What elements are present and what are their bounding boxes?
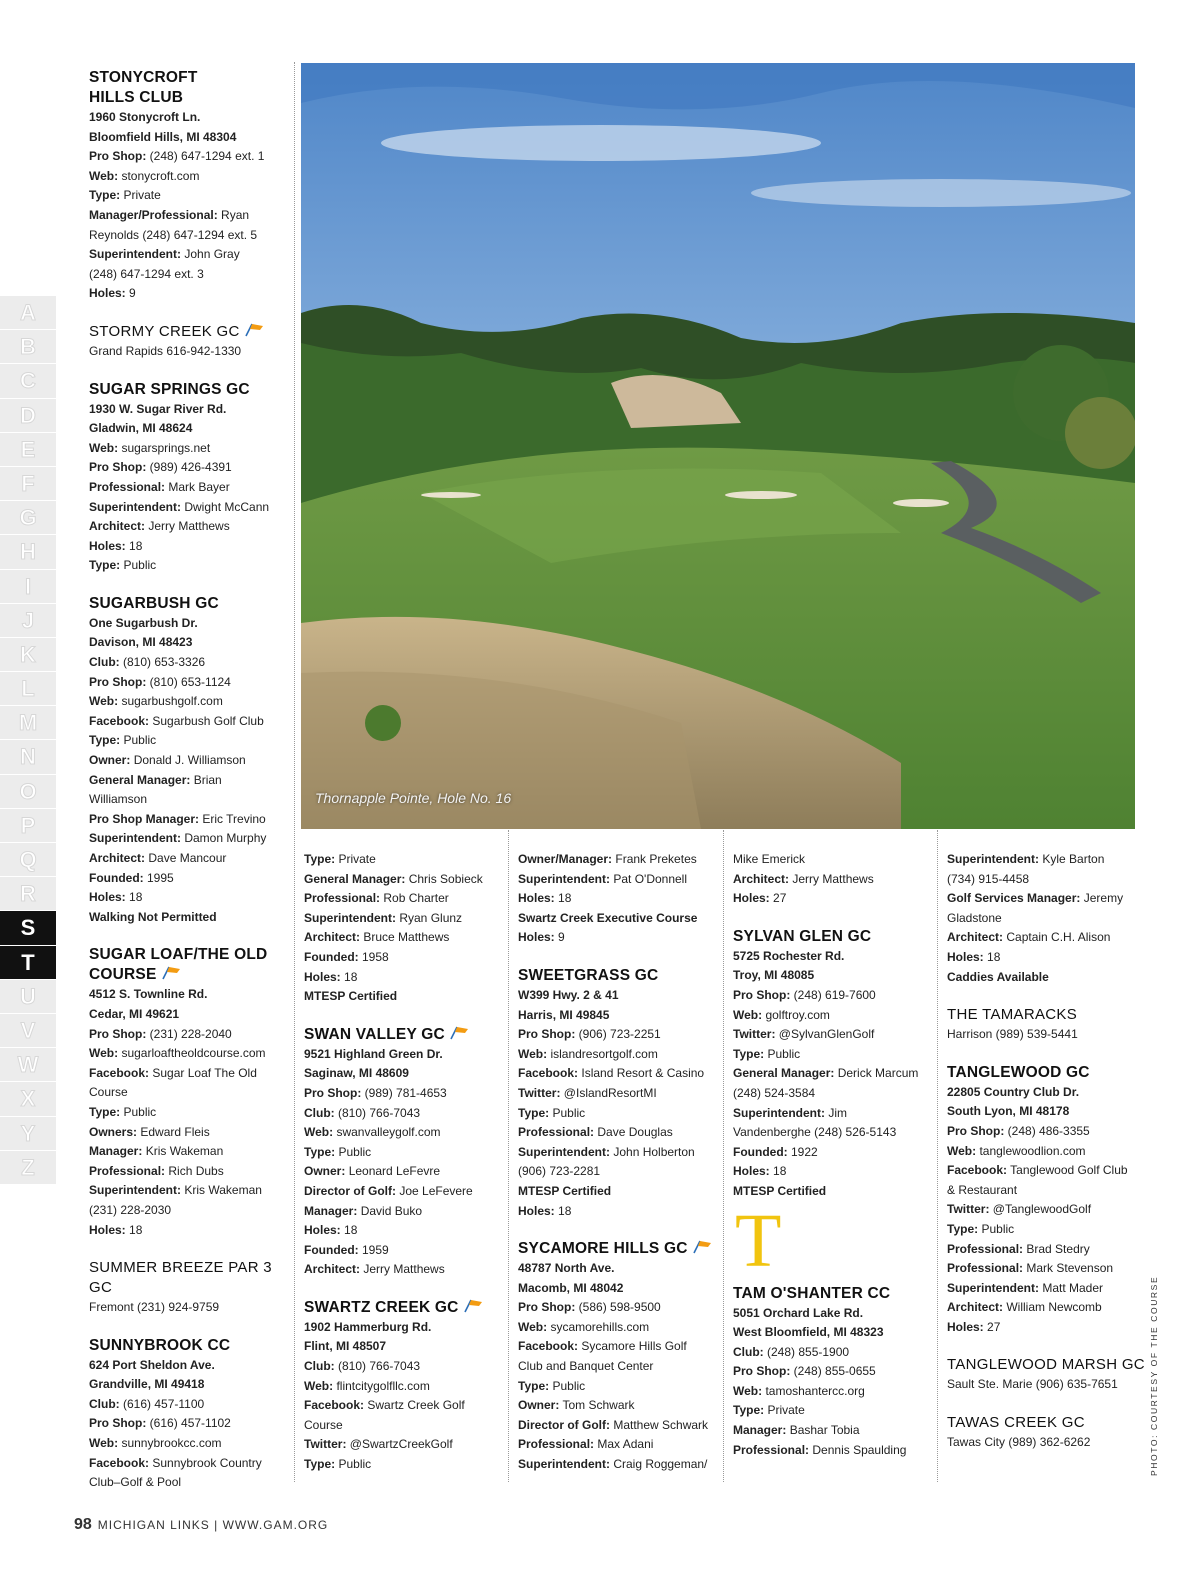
detail-line: Williamson xyxy=(89,792,148,807)
detail-line: Type: Public xyxy=(304,1457,372,1472)
detail-line: Architect: Jerry Matthews xyxy=(733,871,874,886)
address-line: South Lyon, MI 48178 xyxy=(947,1104,1070,1119)
index-letter-w xyxy=(0,1048,56,1082)
address-line: 1930 W. Sugar River Rd. xyxy=(89,401,227,416)
detail-line: Club: (616) 457-1100 xyxy=(89,1396,205,1411)
index-letter-c xyxy=(0,364,56,398)
detail-line: Superintendent: Kris Wakeman xyxy=(89,1183,262,1198)
detail-line: Holes: 18 xyxy=(733,1164,787,1179)
detail-line: Holes: 9 xyxy=(518,930,565,945)
index-letter-o xyxy=(0,775,56,809)
detail-line: Architect: Bruce Matthews xyxy=(304,930,450,945)
detail-line: Caddies Available xyxy=(947,969,1049,984)
divider-3 xyxy=(723,830,724,1482)
photo-credit: PHOTO: COURTESY OF THE COURSE xyxy=(1149,1275,1159,1476)
index-letter-label: L xyxy=(21,676,35,702)
index-letter-label: P xyxy=(20,812,36,838)
detail-line: Owner: Donald J. Williamson xyxy=(89,753,246,768)
index-letter-z xyxy=(0,1151,56,1185)
detail-line: General Manager: Chris Sobieck xyxy=(304,871,483,886)
index-letter-label: I xyxy=(24,573,32,599)
detail-line: (248) 524-3584 xyxy=(733,1085,816,1100)
detail-line: Holes: 27 xyxy=(733,891,787,906)
detail-line: Superintendent: Pat O'Donnell xyxy=(518,871,688,886)
index-letter-d xyxy=(0,399,56,433)
detail-line: Twitter: @SwartzCreekGolf xyxy=(304,1437,453,1452)
address-line: 4512 S. Townline Rd. xyxy=(89,987,208,1002)
page-footer xyxy=(74,1516,328,1534)
detail-line: Gladstone xyxy=(947,910,1002,925)
detail-line: Web: islandresortgolf.com xyxy=(518,1046,658,1061)
detail-line: Manager/Professional: Ryan xyxy=(89,207,250,222)
detail-line: Owner/Manager: Frank Preketes xyxy=(518,852,697,866)
course-name: TAM O'SHANTER CC xyxy=(733,1284,891,1302)
detail-line: Type: Public xyxy=(304,1144,372,1159)
index-letter-label: T xyxy=(21,949,35,975)
detail-line: Type: Public xyxy=(89,1104,157,1119)
detail-line: Founded: 1995 xyxy=(89,870,174,885)
detail-line: Professional: Max Adani xyxy=(518,1437,654,1452)
index-letter-q xyxy=(0,843,56,877)
index-letter-h xyxy=(0,535,56,569)
address-line: 5051 Orchard Lake Rd. xyxy=(733,1305,864,1320)
detail-line: MTESP Certified xyxy=(304,989,398,1004)
detail-line: Architect: Jerry Matthews xyxy=(89,519,230,534)
detail-line: Holes: 18 xyxy=(89,538,143,553)
detail-line: Twitter: @TanglewoodGolf xyxy=(947,1202,1092,1217)
detail-line: Owner: Leonard LeFevre xyxy=(304,1164,441,1179)
detail-line: Club: (810) 766-7043 xyxy=(304,1105,421,1120)
address-line: Harris, MI 49845 xyxy=(518,1007,610,1022)
detail-line: Superintendent: John Holberton xyxy=(518,1144,695,1159)
detail-line: Professional: Rich Dubs xyxy=(89,1163,224,1178)
detail-line: Web: swanvalleygolf.com xyxy=(304,1125,441,1140)
detail-line: Professional: Mark Stevenson xyxy=(947,1261,1114,1276)
detail-line: Web: tanglewoodlion.com xyxy=(947,1143,1086,1158)
detail-line: Professional: Brad Stedry xyxy=(947,1241,1090,1256)
course-name: THE TAMARACKS xyxy=(947,1006,1078,1024)
index-letter-k xyxy=(0,638,56,672)
address-line: Flint, MI 48507 xyxy=(304,1339,387,1354)
detail-line: Facebook: Swartz Creek Golf xyxy=(304,1398,465,1413)
index-letter-g xyxy=(0,501,56,535)
detail-line: Superintendent: Damon Murphy xyxy=(89,831,267,846)
index-letter-x xyxy=(0,1082,56,1116)
address-line: Troy, MI 48085 xyxy=(733,968,815,983)
footer-text: MICHIGAN LINKS | WWW.GAM.ORG xyxy=(97,1518,329,1532)
detail-line: Pro Shop: (989) 426-4391 xyxy=(89,460,232,475)
detail-line: Web: sycamorehills.com xyxy=(518,1319,650,1334)
column-1 xyxy=(89,68,285,1493)
detail-line: Founded: 1959 xyxy=(304,1242,389,1257)
index-letter-label: O xyxy=(19,778,37,804)
flag-icon xyxy=(692,1240,712,1254)
index-letter-label: H xyxy=(20,539,36,565)
detail-line: Harrison (989) 539-5441 xyxy=(947,1027,1078,1042)
detail-line: General Manager: Derick Marcum xyxy=(733,1066,919,1081)
detail-line: Holes: 18 xyxy=(518,891,572,906)
index-letter-t xyxy=(0,946,56,980)
detail-line: Architect: Captain C.H. Alison xyxy=(947,930,1111,945)
detail-line: Type: Public xyxy=(89,733,157,748)
address-line: West Bloomfield, MI 48323 xyxy=(733,1325,884,1340)
detail-line: Pro Shop: (586) 598-9500 xyxy=(518,1300,661,1315)
index-letter-l xyxy=(0,672,56,706)
index-letter-label: Z xyxy=(21,1154,35,1180)
golf-course-image xyxy=(301,63,1135,829)
column-3 xyxy=(518,850,714,1475)
address-line: 1902 Hammerburg Rd. xyxy=(304,1319,432,1334)
photo-caption: Thornapple Pointe, Hole No. 16 xyxy=(315,790,512,806)
course-name: STORMY CREEK GC xyxy=(89,322,285,342)
detail-line: Golf Services Manager: Jeremy xyxy=(947,891,1124,906)
detail-line: Pro Shop Manager: Eric Trevino xyxy=(89,811,266,826)
index-letter-y xyxy=(0,1117,56,1151)
course-name: SUGAR SPRINGS GC xyxy=(89,380,250,398)
detail-line: Web: tamoshantercc.org xyxy=(733,1383,865,1398)
detail-line: Pro Shop: (248) 855-0655 xyxy=(733,1364,876,1379)
address-line: One Sugarbush Dr. xyxy=(89,615,198,630)
address-line: W399 Hwy. 2 & 41 xyxy=(518,987,619,1002)
detail-line: Grand Rapids 616-942-1330 xyxy=(89,343,242,358)
detail-line: Club: (810) 766-7043 xyxy=(304,1359,421,1374)
detail-line: Course xyxy=(304,1417,343,1432)
detail-line: Vandenberghe (248) 526-5143 xyxy=(733,1125,897,1140)
alphabet-index xyxy=(0,296,56,1185)
detail-line: Pro Shop: (231) 228-2040 xyxy=(89,1026,232,1041)
index-letter-label: G xyxy=(19,505,37,531)
detail-line: Facebook: Sycamore Hills Golf xyxy=(518,1339,687,1354)
flag-icon xyxy=(161,966,181,980)
flag-icon xyxy=(244,323,264,337)
page-number: 98 xyxy=(74,1516,92,1533)
detail-line: Mike Emerick xyxy=(733,852,806,866)
detail-line: Web: stonycroft.com xyxy=(89,168,200,183)
course-name: SUGAR LOAF/THE OLD COURSE xyxy=(89,946,268,984)
course-name: SUGARBUSH GC xyxy=(89,594,219,612)
index-letter-label: M xyxy=(18,710,38,736)
detail-line: Professional: Dave Douglas xyxy=(518,1125,673,1140)
course-name: TANGLEWOOD MARSH GC xyxy=(947,1356,1145,1374)
detail-line: Swartz Creek Executive Course xyxy=(518,910,698,925)
index-letter-label: J xyxy=(21,607,35,633)
detail-line: Type: Private xyxy=(733,1403,805,1418)
detail-line: Superintendent: Kyle Barton xyxy=(947,852,1105,866)
index-letter-j xyxy=(0,604,56,638)
column-4 xyxy=(733,850,929,1460)
detail-line: (734) 915-4458 xyxy=(947,871,1030,886)
detail-line: Facebook: Tanglewood Golf Club xyxy=(947,1163,1128,1178)
index-letter-label: U xyxy=(20,983,36,1009)
detail-line: Superintendent: John Gray xyxy=(89,247,240,262)
detail-line: MTESP Certified xyxy=(733,1183,827,1198)
detail-line: Holes: 18 xyxy=(304,1223,358,1238)
index-letter-label: R xyxy=(20,881,36,907)
detail-line: Pro Shop: (810) 653-1124 xyxy=(89,674,231,689)
detail-line: Founded: 1958 xyxy=(304,949,389,964)
divider-1 xyxy=(294,62,295,1482)
address-line: 624 Port Sheldon Ave. xyxy=(89,1357,215,1372)
detail-line: Type: Public xyxy=(947,1221,1015,1236)
index-letter-label: E xyxy=(20,436,36,462)
course-name: SYCAMORE HILLS GC xyxy=(518,1239,714,1259)
index-letter-label: B xyxy=(20,334,36,360)
detail-line: Reynolds (248) 647-1294 ext. 5 xyxy=(89,227,258,242)
course-name: TAWAS CREEK GC xyxy=(947,1414,1085,1432)
detail-line: Web: sugarsprings.net xyxy=(89,440,211,455)
detail-line: Type: Public xyxy=(518,1378,586,1393)
address-line: Davison, MI 48423 xyxy=(89,635,193,650)
detail-line: & Restaurant xyxy=(947,1182,1018,1197)
column-5 xyxy=(947,850,1147,1453)
course-name: STONYCROFT HILLS CLUB xyxy=(89,69,198,106)
index-letter-s xyxy=(0,911,56,945)
index-letter-label: D xyxy=(20,402,36,428)
address-line: 5725 Rochester Rd. xyxy=(733,948,845,963)
index-letter-label: W xyxy=(17,1052,39,1078)
index-letter-label: C xyxy=(20,368,36,394)
detail-line: Club–Golf & Pool xyxy=(89,1475,182,1490)
course-name: SWARTZ CREEK GC xyxy=(304,1298,500,1318)
course-name: SUNNYBROOK CC xyxy=(89,1336,231,1354)
detail-line: Pro Shop: (248) 647-1294 ext. 1 xyxy=(89,149,265,164)
detail-line: Type: Public xyxy=(518,1105,586,1120)
index-letter-label: Q xyxy=(19,847,37,872)
address-line: 22805 Country Club Dr. xyxy=(947,1084,1080,1099)
detail-line: Course xyxy=(89,1085,128,1100)
index-letter-label: A xyxy=(20,300,36,325)
detail-line: Twitter: @IslandResortMI xyxy=(518,1085,657,1100)
detail-line: General Manager: Brian xyxy=(89,772,222,787)
detail-line: Type: Private xyxy=(304,852,376,866)
detail-line: Sault Ste. Marie (906) 635-7651 xyxy=(947,1377,1118,1392)
detail-line: Club: (810) 653-3326 xyxy=(89,655,206,670)
detail-line: Walking Not Permitted xyxy=(89,909,217,924)
flag-icon xyxy=(449,1026,469,1040)
detail-line: Fremont (231) 924-9759 xyxy=(89,1300,220,1315)
detail-line: Superintendent: Dwight McCann xyxy=(89,499,270,514)
address-line: Gladwin, MI 48624 xyxy=(89,421,193,436)
detail-line: Web: golftroy.com xyxy=(733,1007,830,1022)
detail-line: Facebook: Sugarbush Golf Club xyxy=(89,713,264,728)
index-letter-label: V xyxy=(20,1017,36,1043)
detail-line: Pro Shop: (989) 781-4653 xyxy=(304,1085,447,1100)
detail-line: Superintendent: Ryan Glunz xyxy=(304,910,463,925)
detail-line: (231) 228-2030 xyxy=(89,1202,172,1217)
index-letter-label: K xyxy=(20,641,36,667)
course-name: SUMMER BREEZE PAR 3 GC xyxy=(89,1259,272,1297)
index-letter-m xyxy=(0,706,56,740)
detail-line: Web: flintcitygolfllc.com xyxy=(304,1378,430,1393)
detail-line: Architect: Dave Mancour xyxy=(89,851,227,865)
section-letter: T xyxy=(735,1198,782,1283)
detail-line: Tawas City (989) 362-6262 xyxy=(947,1435,1091,1450)
index-letter-label: F xyxy=(21,470,35,496)
detail-line: Holes: 27 xyxy=(947,1319,1001,1334)
detail-line: Web: sunnybrookcc.com xyxy=(89,1436,222,1451)
detail-line: Manager: Bashar Tobia xyxy=(733,1423,860,1438)
index-letter-e xyxy=(0,433,56,467)
detail-line: Pro Shop: (616) 457-1102 xyxy=(89,1416,231,1431)
detail-line: Superintendent: Craig Roggeman/ xyxy=(518,1457,708,1472)
detail-line: Architect: William Newcomb xyxy=(947,1300,1102,1315)
detail-line: Founded: 1922 xyxy=(733,1144,818,1159)
address-line: Cedar, MI 49621 xyxy=(89,1006,180,1021)
flag-icon xyxy=(463,1299,483,1313)
detail-line: Pro Shop: (248) 486-3355 xyxy=(947,1123,1090,1138)
index-letter-label: N xyxy=(20,744,36,770)
index-letter-label: S xyxy=(20,915,36,941)
detail-line: Holes: 18 xyxy=(89,890,143,905)
detail-line: Holes: 9 xyxy=(89,286,136,301)
detail-line: Twitter: @SylvanGlenGolf xyxy=(733,1027,875,1042)
detail-line: Holes: 18 xyxy=(89,1222,143,1237)
index-letter-f xyxy=(0,467,56,501)
address-line: 48787 North Ave. xyxy=(518,1261,615,1276)
detail-line: Facebook: Island Resort & Casino xyxy=(518,1066,705,1081)
detail-line: Club and Banquet Center xyxy=(518,1359,654,1374)
index-letter-n xyxy=(0,740,56,774)
detail-line: Type: Private xyxy=(89,188,161,203)
detail-line: Pro Shop: (906) 723-2251 xyxy=(518,1027,661,1042)
detail-line: Director of Golf: Matthew Schwark xyxy=(518,1417,709,1432)
detail-line: Type: Public xyxy=(89,558,157,573)
index-letter-label: X xyxy=(20,1086,36,1112)
detail-line: Club: (248) 855-1900 xyxy=(733,1344,850,1359)
detail-line: Professional: Mark Bayer xyxy=(89,479,230,494)
index-letter-b xyxy=(0,330,56,364)
detail-line: Superintendent: Matt Mader xyxy=(947,1280,1104,1295)
course-name: SWAN VALLEY GC xyxy=(304,1025,500,1045)
detail-line: Web: sugarbushgolf.com xyxy=(89,694,223,709)
address-line: 9521 Highland Green Dr. xyxy=(304,1046,443,1061)
detail-line: Holes: 18 xyxy=(947,949,1001,964)
detail-line: Web: sugarloaftheoldcourse.com xyxy=(89,1046,266,1061)
detail-line: Pro Shop: (248) 619-7600 xyxy=(733,987,876,1002)
detail-line: Owner: Tom Schwark xyxy=(518,1398,635,1413)
detail-line: Professional: Rob Charter xyxy=(304,891,449,906)
divider-2 xyxy=(508,830,509,1482)
index-letter-label: Y xyxy=(20,1120,36,1146)
course-name: SWEETGRASS GC xyxy=(518,966,659,984)
detail-line: Type: Public xyxy=(733,1046,801,1061)
index-letter-r xyxy=(0,877,56,911)
index-letter-u xyxy=(0,980,56,1014)
course-name: SYLVAN GLEN GC xyxy=(733,927,872,945)
divider-4 xyxy=(937,830,938,1482)
address-line: Bloomfield Hills, MI 48304 xyxy=(89,129,237,144)
index-letter-p xyxy=(0,809,56,843)
detail-line: MTESP Certified xyxy=(518,1183,612,1198)
detail-line: Manager: David Buko xyxy=(304,1203,423,1218)
address-line: 1960 Stonycroft Ln. xyxy=(89,110,201,124)
index-letter-i xyxy=(0,570,56,604)
course-photo xyxy=(301,63,1135,829)
detail-line: Manager: Kris Wakeman xyxy=(89,1144,224,1159)
detail-line: Professional: Dennis Spaulding xyxy=(733,1442,907,1457)
detail-line: Architect: Jerry Matthews xyxy=(304,1262,445,1277)
detail-line: Director of Golf: Joe LeFevere xyxy=(304,1183,473,1198)
detail-line: (906) 723-2281 xyxy=(518,1164,601,1179)
address-line: Macomb, MI 48042 xyxy=(518,1280,624,1295)
address-line: Grandville, MI 49418 xyxy=(89,1377,205,1392)
detail-line: Holes: 18 xyxy=(518,1203,572,1218)
detail-line: Owners: Edward Fleis xyxy=(89,1124,210,1139)
detail-line: Facebook: Sugar Loaf The Old xyxy=(89,1065,257,1080)
detail-line: Facebook: Sunnybrook Country xyxy=(89,1455,262,1470)
index-letter-a xyxy=(0,296,56,330)
detail-line: Superintendent: Jim xyxy=(733,1105,848,1120)
course-name: TANGLEWOOD GC xyxy=(947,1063,1090,1081)
column-2 xyxy=(304,850,500,1475)
detail-line: (248) 647-1294 ext. 3 xyxy=(89,266,204,281)
index-letter-v xyxy=(0,1014,56,1048)
address-line: Saginaw, MI 48609 xyxy=(304,1066,409,1081)
detail-line: Holes: 18 xyxy=(304,969,358,984)
